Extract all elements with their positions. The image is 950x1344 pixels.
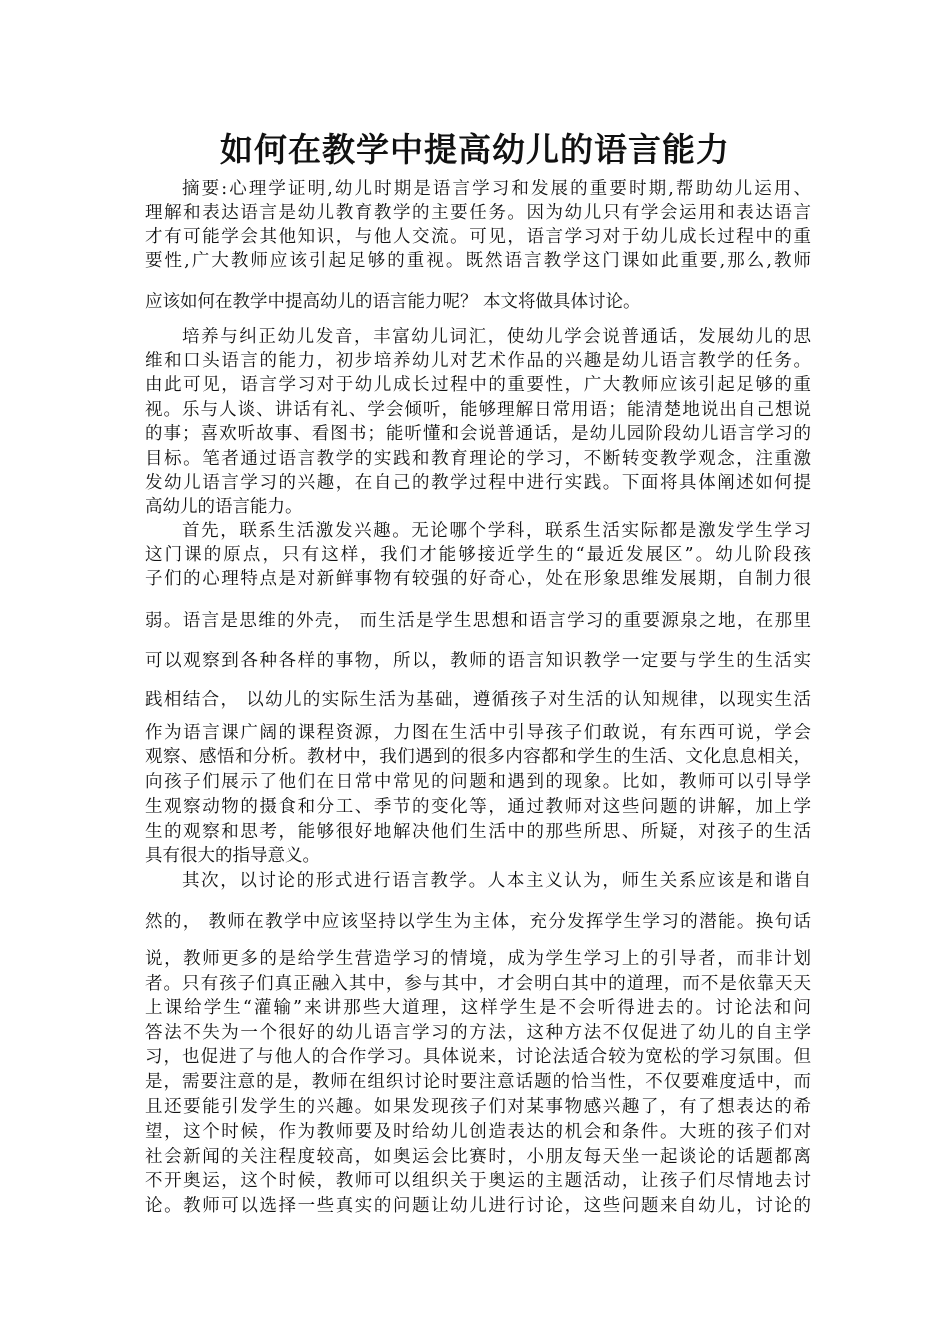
text-line: 不开奥运，这个时候，教师可以组织关于奥运的主题活动，让孩子们尽情地去讨 <box>145 1171 811 1191</box>
text-line: 理解和表达语言是幼儿教育教学的主要任务。因为幼儿只有学会运用和表达语言 <box>145 203 811 223</box>
text-line: 视。乐与人谈、讲话有礼、学会倾听，能够理解日常用语；能清楚地说出自己想说 <box>145 400 811 420</box>
text-line: 弱。语言是思维的外壳， 而生活是学生思想和语言学习的重要源泉之地，在那里 <box>145 611 811 631</box>
text-line: 是，需要注意的是，教师在组织讨论时要注意话题的恰当性，不仅要难度适中，而 <box>145 1072 811 1092</box>
text-line: 生观察动物的摄食和分工、季节的变化等，通过教师对这些问题的讲解，加上学 <box>145 797 811 817</box>
text-line: 习，也促进了与他人的合作学习。具体说来，讨论法适合较为宽松的学习氛围。但 <box>145 1047 811 1067</box>
text-line: 向孩子们展示了他们在日常中常见的问题和遇到的现象。比如，教师可以引导学 <box>145 772 811 792</box>
text-line: 高幼儿的语言能力。 <box>145 497 303 517</box>
text-line: 维和口头语言的能力，初步培养幼儿对艺术作品的兴趣是幼儿语言教学的任务。 <box>145 351 811 371</box>
text-line: 子们的心理特点是对新鲜事物有较强的好奇心，处在形象思维发展期，自制力很 <box>145 569 811 589</box>
text-line: 望，这个时候，作为教师要及时给幼儿创造表达的机会和条件。大班的孩子们对 <box>145 1122 811 1142</box>
text-line: 其次，以讨论的形式进行语言教学。人本主义认为，师生关系应该是和谐自 <box>182 871 811 891</box>
text-line: 论。教师可以选择一些真实的问题让幼儿进行讨论，这些问题来自幼儿，讨论的 <box>145 1196 811 1216</box>
text-line: 目标。笔者通过语言教学的实践和教育理论的学习，不断转变教学观念，注重激 <box>145 449 811 469</box>
text-line: 发幼儿语言学习的兴趣，在自己的教学过程中进行实践。下面将具体阐述如何提 <box>145 473 811 493</box>
text-line: 由此可见，语言学习对于幼儿成长过程中的重要性，广大教师应该引起足够的重 <box>145 375 811 395</box>
text-line: 作为语言课广阔的课程资源，力图在生活中引导孩子们敢说，有东西可说，学会 <box>145 723 811 743</box>
text-line: 可以观察到各种各样的事物，所以，教师的语言知识教学一定要与学生的生活实 <box>145 651 811 671</box>
text-line: 培养与纠正幼儿发音，丰富幼儿词汇，使幼儿学会说普通话，发展幼儿的思 <box>182 327 811 347</box>
text-line: 应该如何在教学中提高幼儿的语言能力呢？ 本文将做具体讨论。 <box>145 292 641 312</box>
text-line: 摘要:心理学证明,幼儿时期是语言学习和发展的重要时期,帮助幼儿运用、 <box>182 179 811 199</box>
text-line: 才有可能学会其他知识，与他人交流。可见，语言学习对于幼儿成长过程中的重 <box>145 227 811 247</box>
text-line: 社会新闻的关注程度较高，如奥运会比赛时，小朋友每天坐一起谈论的话题都离 <box>145 1147 811 1167</box>
text-line: 首先，联系生活激发兴趣。无论哪个学科，联系生活实际都是激发学生学习 <box>182 521 811 541</box>
text-line: 要性,广大教师应该引起足够的重视。既然语言教学这门课如此重要,那么,教师 <box>145 251 811 271</box>
text-line: 的事；喜欢听故事、看图书；能听懂和会说普通话，是幼儿园阶段幼儿语言学习的 <box>145 424 811 444</box>
text-line: 说，教师更多的是给学生营造学习的情境，成为学生学习上的引导者，而非计划 <box>145 949 811 969</box>
text-line: 生的观察和思考，能够很好地解决他们生活中的那些所思、所疑，对孩子的生活 <box>145 822 811 842</box>
text-line: 观察、感悟和分析。教材中，我们遇到的很多内容都和学生的生活、文化息息相关， <box>145 747 811 767</box>
text-line: 这门课的原点，只有这样，我们才能够接近学生的“最近发展区”。幼儿阶段孩 <box>145 545 811 565</box>
document-title: 如何在教学中提高幼儿的语言能力 <box>220 130 730 169</box>
text-line: 答法不失为一个很好的幼儿语言学习的方法，这种方法不仅促进了幼儿的自主学 <box>145 1023 811 1043</box>
text-line: 且还要能引发学生的兴趣。如果发现孩子们对某事物感兴趣了，有了想表达的希 <box>145 1097 811 1117</box>
text-line: 具有很大的指导意义。 <box>145 846 320 866</box>
text-line: 上课给学生“灌输”来讲那些大道理，这样学生是不会听得进去的。讨论法和问 <box>145 998 811 1018</box>
text-line: 然的， 教师在教学中应该坚持以学生为主体，充分发挥学生学习的潜能。换句话 <box>145 912 811 932</box>
text-line: 者。只有孩子们真正融入其中，参与其中，才会明白其中的道理，而不是依靠天天 <box>145 974 811 994</box>
text-line: 践相结合， 以幼儿的实际生活为基础，遵循孩子对生活的认知规律，以现实生活 <box>145 690 811 710</box>
